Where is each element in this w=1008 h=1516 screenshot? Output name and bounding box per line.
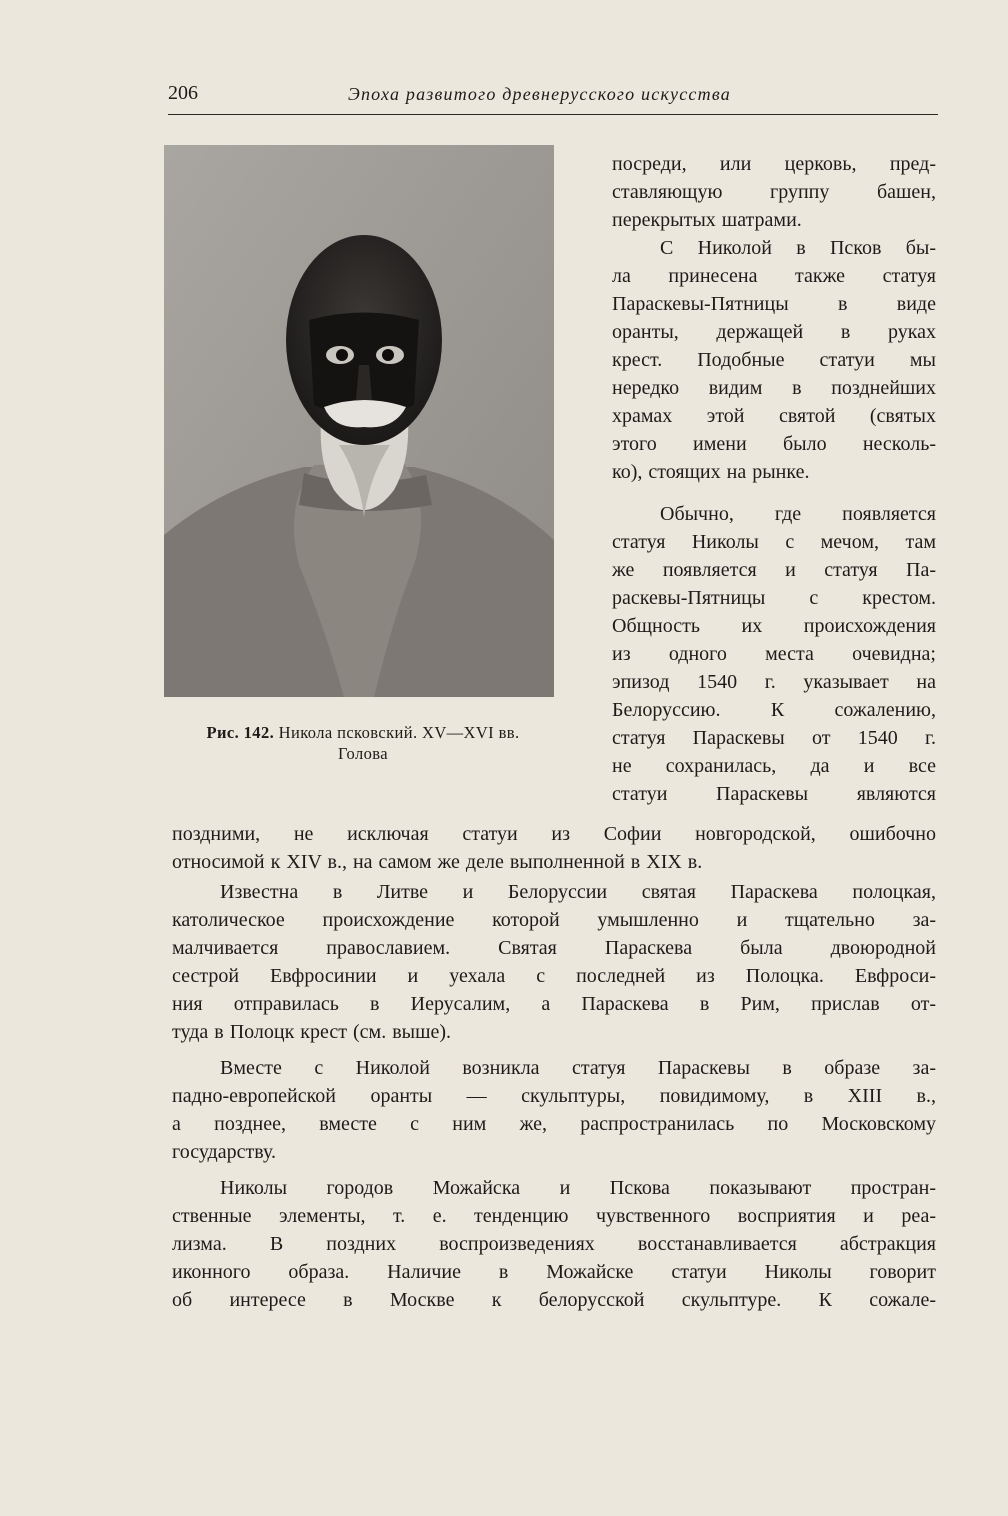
- text-line: ственные элементы, т. е. тенденцию чувственного восприятия и реа-: [172, 1205, 936, 1227]
- text-line: С Николой в Псков бы-: [660, 237, 936, 259]
- text-line: ко), стоящих на рынке.: [612, 461, 810, 483]
- caption-label: Рис. 142.: [206, 723, 275, 742]
- text-line: а позднее, вместе с ним же, распространилась по Московскому: [172, 1113, 936, 1135]
- text-line: ставляющую группу башен,: [612, 181, 936, 203]
- text-line: из одного места очевидна;: [612, 643, 936, 665]
- text-line: Обычно, где появляется: [660, 503, 936, 525]
- text-line: малчивается православием. Святая Параскева была двоюродной: [172, 937, 936, 959]
- text-line: статуя Параскевы от 1540 г.: [612, 727, 936, 749]
- text-line: нередко видим в позднейших: [612, 377, 936, 399]
- text-line: статуи Параскевы являются: [612, 783, 936, 805]
- text-line: Вместе с Николой возникла статуя Параскевы в образе за-: [220, 1057, 936, 1079]
- text-line: Параскевы-Пятницы в виде: [612, 293, 936, 315]
- text-line: Николы городов Можайска и Пскова показывают простран-: [220, 1177, 936, 1199]
- text-line: сестрой Евфросинии и уехала с последней из Полоцка. Евфроси-: [172, 965, 936, 987]
- figure-photo-saint-nicholas-head: [164, 145, 554, 697]
- text-line: поздними, не исключая статуи из Софии новгородской, ошибочно: [172, 823, 936, 845]
- text-line: об интересе в Москве к белорусской скульптуре. К сожале-: [172, 1289, 936, 1311]
- full-paragraph-4: [172, 1174, 936, 1314]
- text-line: крест. Подобные статуи мы: [612, 349, 936, 371]
- text-line: статуя Николы с мечом, там: [612, 531, 936, 553]
- caption-subtitle: Голова: [338, 744, 388, 763]
- text-line: не сохранилась, да и все: [612, 755, 936, 777]
- text-line: эпизод 1540 г. указывает на: [612, 671, 936, 693]
- text-line: оранты, держащей в руках: [612, 321, 936, 343]
- text-line: раскевы-Пятницы с крестом.: [612, 587, 936, 609]
- text-line: Известна в Литве и Белоруссии святая Параскева полоцкая,: [220, 881, 936, 903]
- text-line: туда в Полоцк крест (см. выше).: [172, 1021, 452, 1043]
- text-line: посреди, или церковь, пред-: [612, 153, 936, 175]
- text-line: ла принесена также статуя: [612, 265, 936, 287]
- full-paragraph-3: [172, 1054, 936, 1166]
- text-line: падно-европейской оранты — скульптуры, повидимому, в XIII в.,: [172, 1085, 936, 1107]
- running-title: Эпоха развитого древнерусского искусства: [348, 84, 731, 104]
- text-line: Белоруссию. К сожалению,: [612, 699, 936, 721]
- sculpture-illustration: [164, 145, 554, 697]
- text-line: ния отправилась в Иерусалим, а Параскева в Рим, прислав от-: [172, 993, 936, 1015]
- text-line: перекрытых шатрами.: [612, 209, 802, 231]
- side-paragraph-1: [612, 150, 936, 234]
- text-line: католическое происхождение которой умышленно и тщательно за-: [172, 909, 936, 931]
- page-header: [168, 78, 938, 115]
- figure-caption: [164, 722, 562, 764]
- text-line: Общность их происхождения: [612, 615, 936, 637]
- text-line: государству.: [172, 1141, 276, 1163]
- text-line: же появляется и статуя Па-: [612, 559, 936, 581]
- full-paragraph-2: [172, 878, 936, 1046]
- side-paragraph-3: [612, 500, 936, 808]
- full-paragraph-1: [172, 820, 936, 876]
- page-number: 206: [168, 82, 198, 104]
- text-line: относимой к XIV в., на самом же деле выполненной в XIX в.: [172, 851, 703, 873]
- caption-title: Никола псковский. XV—XVI вв.: [278, 723, 520, 742]
- text-line: иконного образа. Наличие в Можайске статуи Николы говорит: [172, 1261, 936, 1283]
- side-paragraph-2: [612, 234, 936, 486]
- text-line: этого имени было несколь-: [612, 433, 936, 455]
- text-line: храмах этой святой (святых: [612, 405, 936, 427]
- text-line: лизма. В поздних воспроизведениях восстанавливается абстракция: [172, 1233, 936, 1255]
